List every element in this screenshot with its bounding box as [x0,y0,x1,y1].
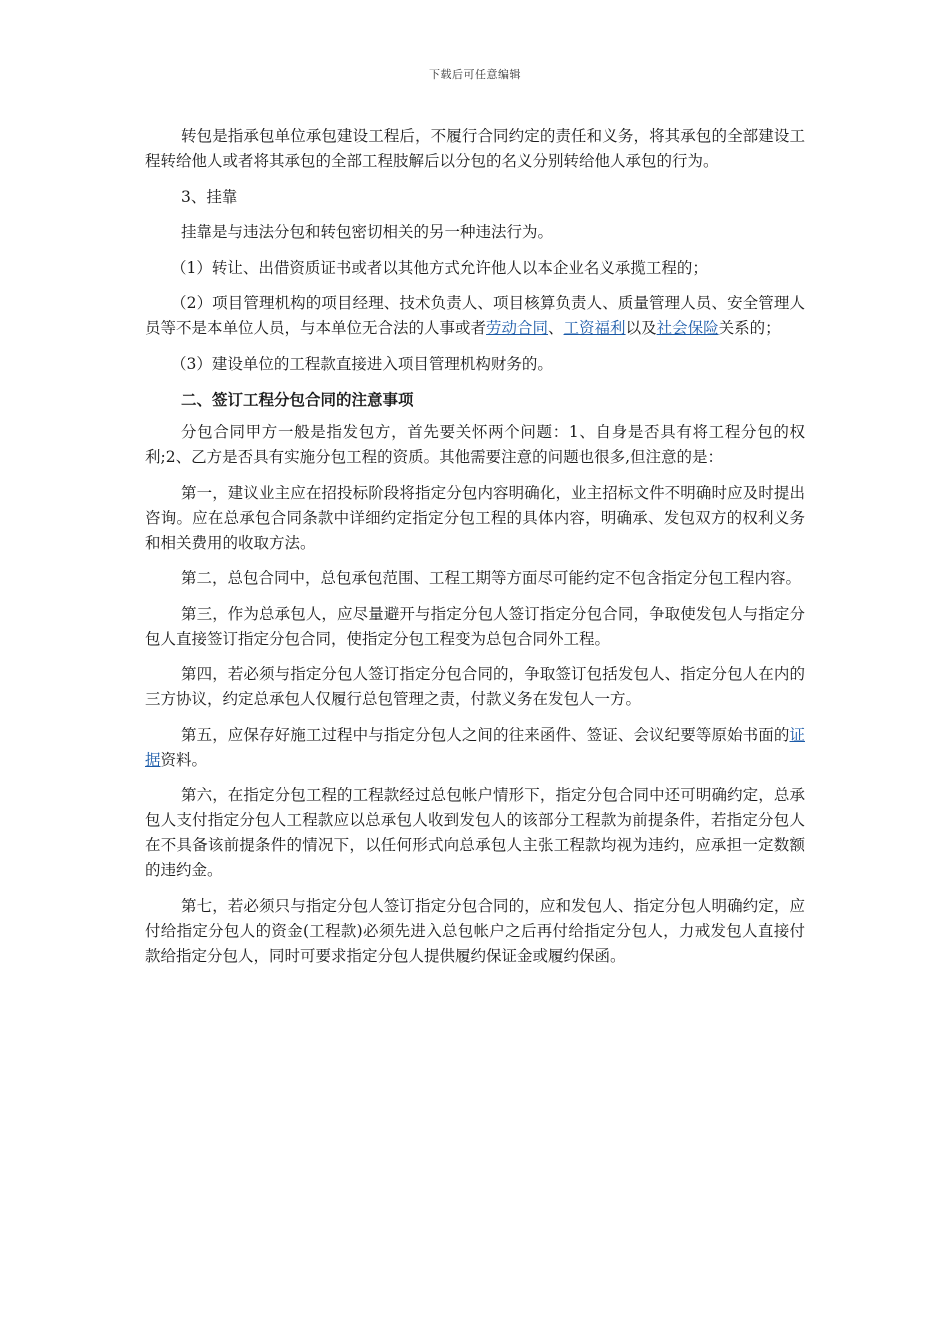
list-item-2-text-c: 以及 [625,319,657,337]
paragraph-point-6: 第六，在指定分包工程的工程款经过总包帐户情形下，指定分包合同中还可明确约定，总承包人支付指定分包人工程款应以总承包人收到发包人的该部分工程款为前提条件，若指定分包人在不具备该前提条件的情况下，以任何形式向总承包人主张工程款均视为违约，应承担一定数额的违约金。 [145,786,805,879]
paragraph-point-2: 第二，总包合同中，总包承包范围、工程工期等方面尽可能约定不包含指定分包工程内容。 [181,569,802,587]
paragraph-point-5 [145,723,805,773]
list-item-2-text-a: （2）项目管理机构的项目经理、技术负责人、项目核算负责人、质量管理人员、安全管理人员等不是本单位人员，与本单位无合法的人事或者 [145,294,805,337]
list-item-2-text-d: 关系的； [718,319,781,337]
labor-contract-link[interactable]: 劳动合同 [486,319,549,337]
page-header: 下载后可任意编辑 [429,68,521,81]
list-item-3: （3）建设单位的工程款直接进入项目管理机构财务的。 [171,354,553,373]
paragraph-point-4: 第四，若必须与指定分包人签订指定分包合同的，争取签订包括发包人、指定分包人在内的三方协议，约定总承包人仅履行总包管理之责，付款义务在发包人一方。 [145,665,805,708]
point-5-text-a: 第五，应保存好施工过程中与指定分包人之间的往来函件、签证、会议纪要等原始书面的 [181,725,790,744]
paragraph-intro: 分包合同甲方一般是指发包方，首先要关怀两个问题：1、自身是否具有将工程分包的权利;2、乙方是否具有实施分包工程的资质。其他需要注意的问题也很多,但注意的是： [145,423,805,466]
paragraph-subcontract-transfer: 转包是指承包单位承包建设工程后，不履行合同约定的责任和义务，将其承包的全部建设工程转给他人或者将其承包的全部工程肢解后以分包的名义分别转给他人承包的行为。 [145,127,805,170]
paragraph-point-3: 第三，作为总承包人，应尽量避开与指定分包人签订指定分包合同，争取使发包人与指定分包人直接签订指定分包合同，使指定分包工程变为总包合同外工程。 [145,604,805,648]
list-item-1: （1）转让、出借资质证书或者以其他方式允许他人以本企业名义承揽工程的； [171,258,708,277]
document-body [145,124,805,979]
paragraph-affiliation-definition: 挂靠是与违法分包和转包密切相关的另一种违法行为。 [181,223,554,241]
paragraph-point-7: 第七，若必须只与指定分包人签订指定分包合同的，应和发包人、指定分包人明确约定，应付给指定分包人的资金(工程款)必须先进入总包帐户之后再付给指定分包人，力戒发包人直接付款给指定分包人，同时可要求指定分包人提供履约保证金或履约保函。 [145,896,805,965]
social-insurance-link[interactable]: 社会保险 [656,319,719,337]
section-title-affiliation: 3、挂靠 [181,187,238,206]
list-item-2 [145,291,805,341]
wage-welfare-link[interactable]: 工资福利 [563,319,626,337]
evidence-link[interactable]: 证据 [145,725,805,769]
paragraph-point-1: 第一，建议业主应在招投标阶段将指定分包内容明确化，业主招标文件不明确时应及时提出咨询。应在总承包合同条款中详细约定指定分包工程的具体内容，明确承、发包双方的权利义务和相关费用的收取方法。 [145,483,805,552]
point-5-text-b: 资料。 [160,750,208,769]
list-item-2-text-b: 、 [548,319,564,337]
section-heading: 二、签订工程分包合同的注意事项 [181,390,414,409]
